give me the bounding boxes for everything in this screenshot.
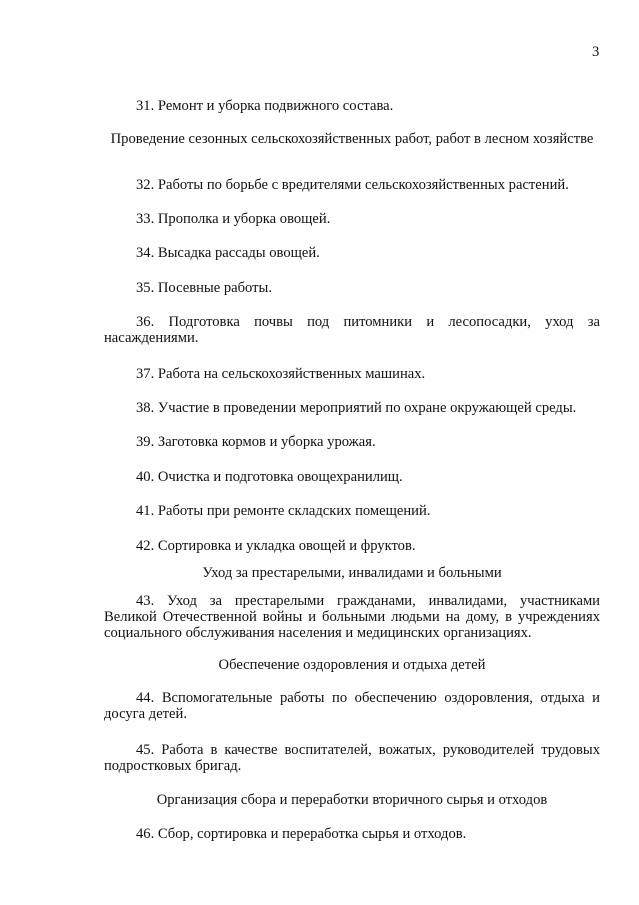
list-item-38: 38. Участие в проведении мероприятий по охране окружающей среды. <box>136 400 577 416</box>
list-item-43: 43. Уход за престарелыми гражданами, инвалидами, участниками Великой Отечественной войны и больными людьми на дому, в учреждениях социального обслуживания населения и медицинских организациях. <box>104 593 600 641</box>
list-item-40: 40. Очистка и подготовка овощехранилищ. <box>136 469 403 485</box>
list-item-42: 42. Сортировка и укладка овощей и фруктов. <box>136 538 416 554</box>
list-item-37: 37. Работа на сельскохозяйственных машинах. <box>136 366 426 382</box>
list-item-36: 36. Подготовка почвы под питомники и лесопосадки, уход за насаждениями. <box>104 314 600 346</box>
page-number: 3 <box>592 44 600 60</box>
section-heading-elderly-care: Уход за престарелыми, инвалидами и больными <box>202 565 502 581</box>
section-heading-children: Обеспечение оздоровления и отдыха детей <box>218 657 486 673</box>
list-item-45: 45. Работа в качестве воспитателей, вожатых, руководителей трудовых подростковых бригад. <box>104 742 600 774</box>
list-item-44: 44. Вспомогательные работы по обеспечению оздоровления, отдыха и досуга детей. <box>104 690 600 722</box>
list-item-33: 33. Прополка и уборка овощей. <box>136 211 331 227</box>
list-item-31: 31. Ремонт и уборка подвижного состава. <box>136 98 394 114</box>
list-item-35: 35. Посевные работы. <box>136 280 272 296</box>
section-heading-agriculture: Проведение сезонных сельскохозяйственных работ, работ в лесном хозяйстве <box>110 131 594 147</box>
list-item-32: 32. Работы по борьбе с вредителями сельскохозяйственных растений. <box>136 177 569 193</box>
list-item-41: 41. Работы при ремонте складских помещений. <box>136 503 431 519</box>
section-heading-recycling: Организация сбора и переработки вторичного сырья и отходов <box>156 792 548 808</box>
list-item-34: 34. Высадка рассады овощей. <box>136 245 320 261</box>
list-item-46: 46. Сбор, сортировка и переработка сырья и отходов. <box>136 826 467 842</box>
list-item-39: 39. Заготовка кормов и уборка урожая. <box>136 434 376 450</box>
